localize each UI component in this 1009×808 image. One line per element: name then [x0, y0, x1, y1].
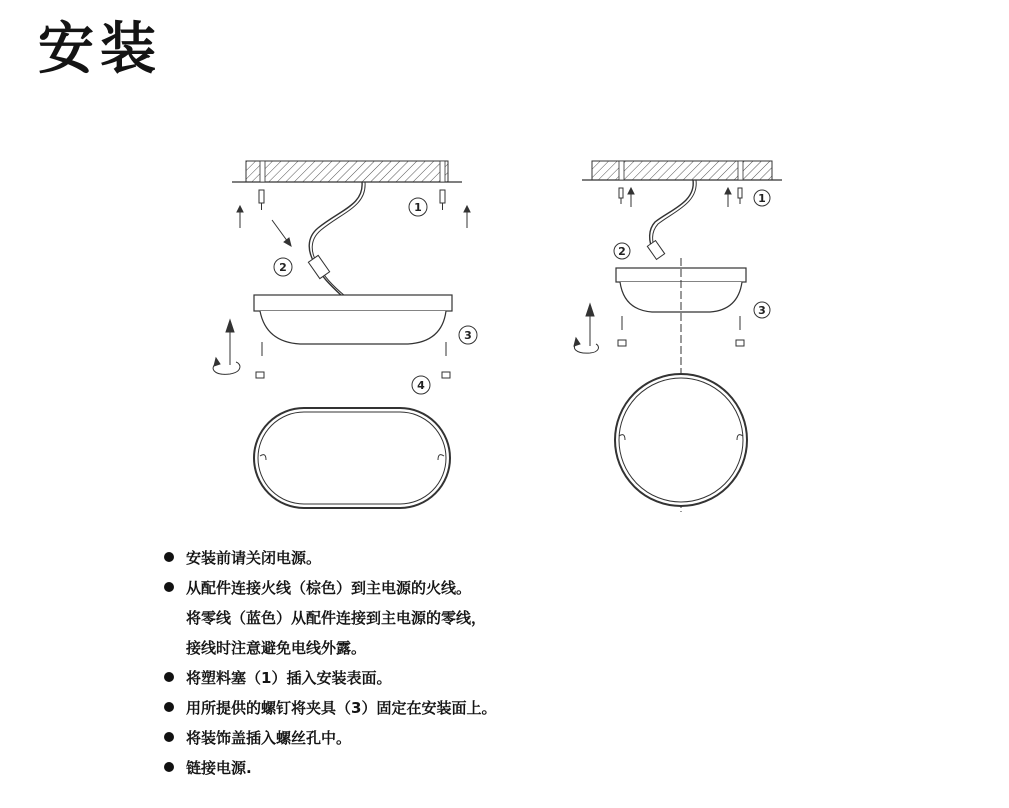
step-text: 用所提供的螺钉将夹具（3）固定在安装面上。 [186, 699, 497, 717]
up-arrow-icon [237, 206, 470, 228]
step-text: 链接电源. [186, 759, 252, 777]
step-text: 安装前请关闭电源。 [186, 549, 322, 567]
plastic-plug-right [440, 190, 445, 210]
power-cable [309, 182, 362, 296]
step-text: 将装饰盖插入螺丝孔中。 [186, 729, 352, 747]
bullet-icon [164, 582, 174, 592]
step-item [160, 573, 720, 663]
bullet-icon [164, 732, 174, 742]
callout-1-label: 1 [414, 201, 422, 214]
step-item [160, 723, 720, 753]
step-text: 将塑料塞（1）插入安装表面。 [186, 669, 392, 687]
bullet-icon [164, 702, 174, 712]
page-title: 安装 [38, 17, 162, 82]
step-item [160, 543, 720, 573]
callout-2 [614, 243, 630, 259]
oval-fixture-diagram [190, 150, 520, 520]
installation-steps [160, 543, 720, 783]
callout-3 [459, 326, 477, 344]
plastic-plug-left [259, 190, 264, 210]
callout-1 [409, 198, 427, 216]
rotate-arrow-icon [213, 320, 240, 374]
oval-fixture-base [254, 295, 452, 344]
callout-2-label: 2 [618, 245, 626, 258]
screw-right [736, 316, 744, 346]
step-item [160, 663, 720, 693]
screw-right [442, 342, 450, 378]
callout-3 [754, 302, 770, 318]
callout-2 [274, 258, 292, 276]
plastic-plug-left [619, 188, 634, 207]
step-text: 接线时注意避免电线外露。 [186, 639, 367, 657]
oval-cover [254, 408, 450, 508]
step-item [160, 693, 720, 723]
callout-1-label: 1 [758, 192, 766, 205]
bullet-icon [164, 762, 174, 772]
round-fixture-diagram [560, 150, 800, 520]
callout-3-label: 3 [758, 304, 766, 317]
rotate-arrow-icon [574, 304, 598, 353]
ceiling-surface [232, 161, 462, 182]
diagonal-arrow-icon [272, 220, 291, 246]
step-text: 将零线（蓝色）从配件连接到主电源的零线， [186, 609, 487, 627]
bullet-icon [164, 672, 174, 682]
callout-3-label: 3 [464, 329, 472, 342]
callout-1 [754, 190, 770, 206]
callout-4 [412, 376, 430, 394]
ceiling-surface [582, 161, 782, 180]
screw-left [618, 316, 626, 346]
plastic-plug-right [725, 188, 742, 207]
step-text: 从配件连接火线（棕色）到主电源的火线。 [186, 579, 472, 597]
callout-4-label: 4 [417, 379, 425, 392]
screw-left [256, 342, 264, 378]
callout-2-label: 2 [279, 261, 287, 274]
round-cover [615, 374, 747, 506]
bullet-icon [164, 552, 174, 562]
step-item [160, 753, 720, 783]
